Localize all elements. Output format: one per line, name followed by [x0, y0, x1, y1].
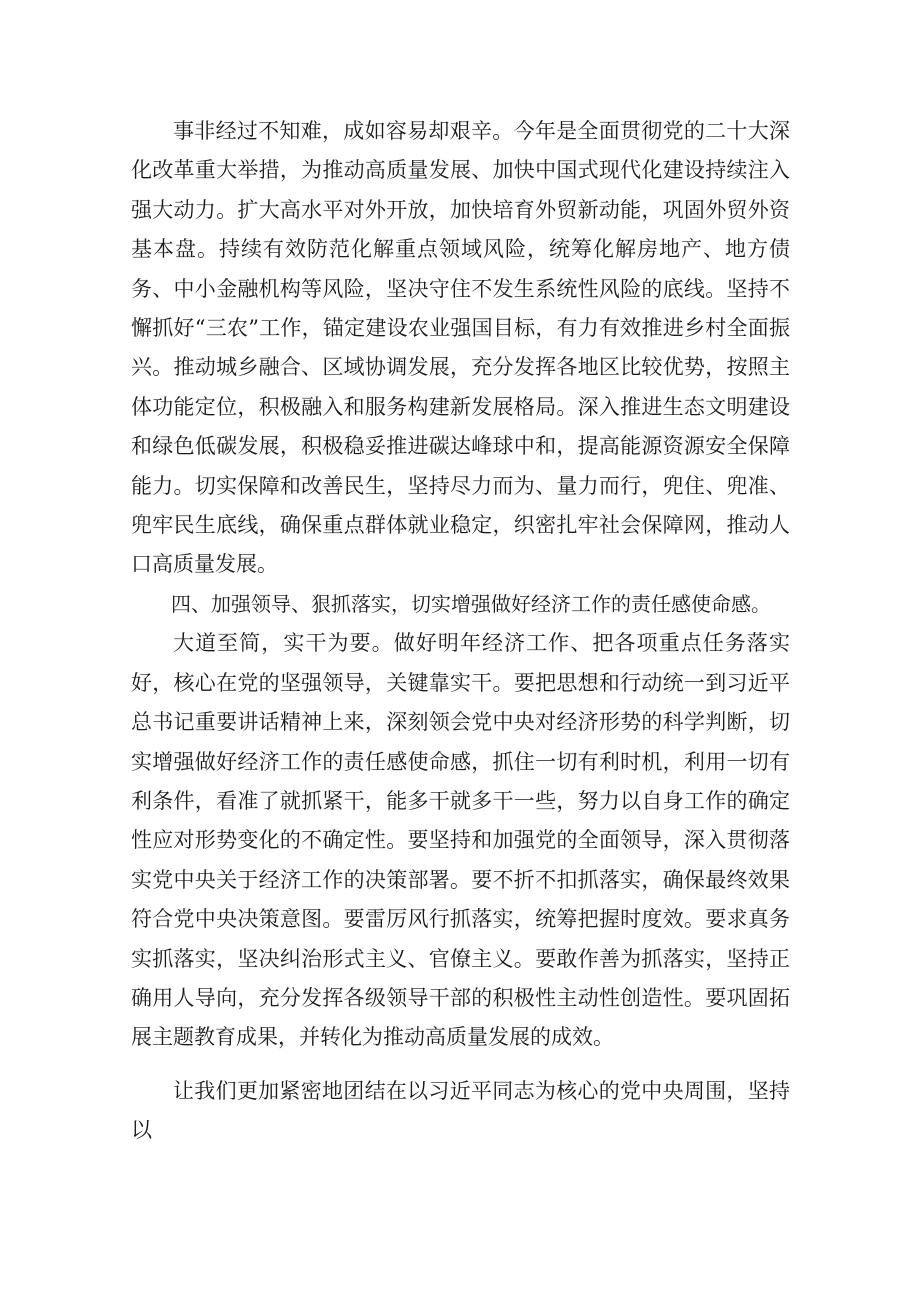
- section-heading: 四、加强领导、狠抓落实，切实增强做好经济工作的责任感使命感。: [171, 591, 771, 616]
- paragraph-1: 事非经过不知难，成如容易却艰辛。今年是全面贯彻党的二十大深化改革重大举措，为推动高质量发展、加快中国式现代化建设持续注入强大动力。扩大高水平对外开放，加快培育外贸新动能，巩固外贸外资基本盘。持续有效防范化解重点领域风险，统筹化解房地产、地方债务、中小金融机构等风险，坚决守住不发生系统性风险的底线。坚持不懈抓好“三农”工作，锚定建设农业强国目标，有力有效推进乡村全面振兴。推动城乡融合、区域协调发展，充分发挥各地区比较优势，按照主体功能定位，积极融入和服务构建新发展格局。深入推进生态文明建设和绿色低碳发展，积极稳妥推进碳达峰球中和，提高能源资源安全保障能力。切实保障和改善民生，坚持尽力而为、量力而行，兜住、兜准、兜牢民生底线，确保重点群体就业稳定，织密扎牢社会保障网，推动人口高质量发展。: [131, 119, 790, 577]
- document-body: [131, 112, 790, 1151]
- paragraph-2: 大道至简，实干为要。做好明年经济工作、把各项重点任务落实好，核心在党的坚强领导，关键靠实干。要把思想和行动统一到习近平总书记重要讲话精神上来，深刻领会党中央对经济形势的科学判断，切实增强做好经济工作的责任感使命感，抓住一切有利时机，利用一切有利条件，看准了就抓紧干，能多干就多干一些，努力以自身工作的确定性应对形势变化的不确定性。要坚持和加强党的全面领导，深入贯彻落实党中央关于经济工作的决策部署。要不折不扣抓落实，确保最终效果符合党中央决策意图。要雷厉风行抓落实，统筹把握时度效。要求真务实抓落实，坚决纠治形式主义、官僚主义。要敢作善为抓落实，坚持正确用人导向，充分发挥各级领导干部的积极性主动性创造性。要巩固拓展主题教育成果，并转化为推动高质量发展的成效。: [131, 631, 790, 1050]
- paragraph-3: 让我们更加紧密地团结在以习近平同志为核心的党中央周围，坚持以: [131, 1078, 790, 1143]
